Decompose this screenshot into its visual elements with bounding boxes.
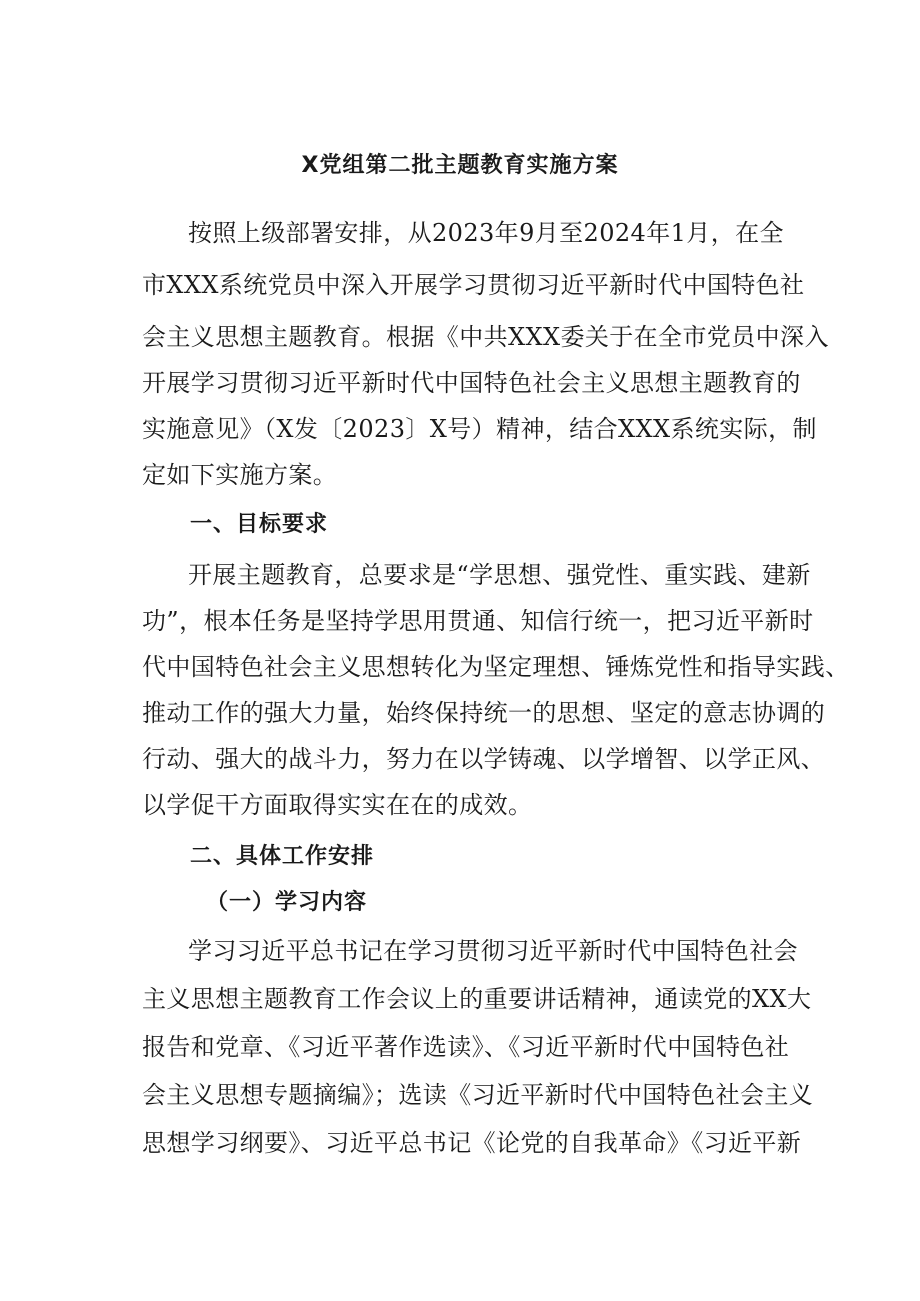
intro-line-1: 按照上级部署安排，从2023年9月至2024年1月，在全 xyxy=(188,219,784,247)
section1-line-2: 功”，根本任务是坚持学思用贯通、知信行统一，把习近平新时 xyxy=(142,607,814,635)
section2-line-4: 会主义思想专题摘编》；选读《习近平新时代中国特色社会主义 xyxy=(142,1081,814,1109)
section1-line-3: 代中国特色社会主义思想转化为坚定理想、锤炼党性和指导实践、 xyxy=(142,653,850,681)
section1-line-6: 以学促干方面取得实实在在的成效。 xyxy=(142,791,533,819)
section2-line-3: 报告和党章、《习近平著作选读》、《习近平新时代中国特色社 xyxy=(142,1033,790,1061)
document-title: X党组第二批主题教育实施方案 xyxy=(301,153,619,178)
intro-line-3: 会主义思想主题教育。根据《中共XXX委关于在全市党员中深入 xyxy=(142,323,829,351)
section1-line-1: 开展主题教育，总要求是“学思想、强党性、重实践、建新 xyxy=(188,561,811,589)
section2-line-2: 主义思想主题教育工作会议上的重要讲话精神，通读党的XX大 xyxy=(142,985,812,1013)
section2-line-1: 学习习近平总书记在学习贯彻习近平新时代中国特色社会 xyxy=(188,937,798,965)
section2-line-5: 思想学习纲要》、习近平总书记《论党的自我革命》《习近平新 xyxy=(142,1129,802,1157)
section1-line-4: 推动工作的强大力量，始终保持统一的思想、坚定的意志协调的 xyxy=(142,699,826,727)
intro-line-2: 市XXX系统党员中深入开展学习贯彻习近平新时代中国特色社 xyxy=(142,271,805,299)
intro-line-6: 定如下实施方案。 xyxy=(142,461,338,489)
subsection-heading-study-content: （一）学习内容 xyxy=(206,890,368,915)
section-heading-arrangements: 二、具体工作安排 xyxy=(190,844,375,869)
intro-line-4: 开展学习贯彻习近平新时代中国特色社会主义思想主题教育的 xyxy=(142,369,801,397)
section1-line-5: 行动、强大的战斗力，努力在以学铸魂、以学增智、以学正风、 xyxy=(142,745,826,773)
intro-line-5: 实施意见》（X发〔2023〕X号）精神，结合XXX系统实际，制 xyxy=(142,415,817,443)
section-heading-goals: 一、目标要求 xyxy=(190,512,329,537)
